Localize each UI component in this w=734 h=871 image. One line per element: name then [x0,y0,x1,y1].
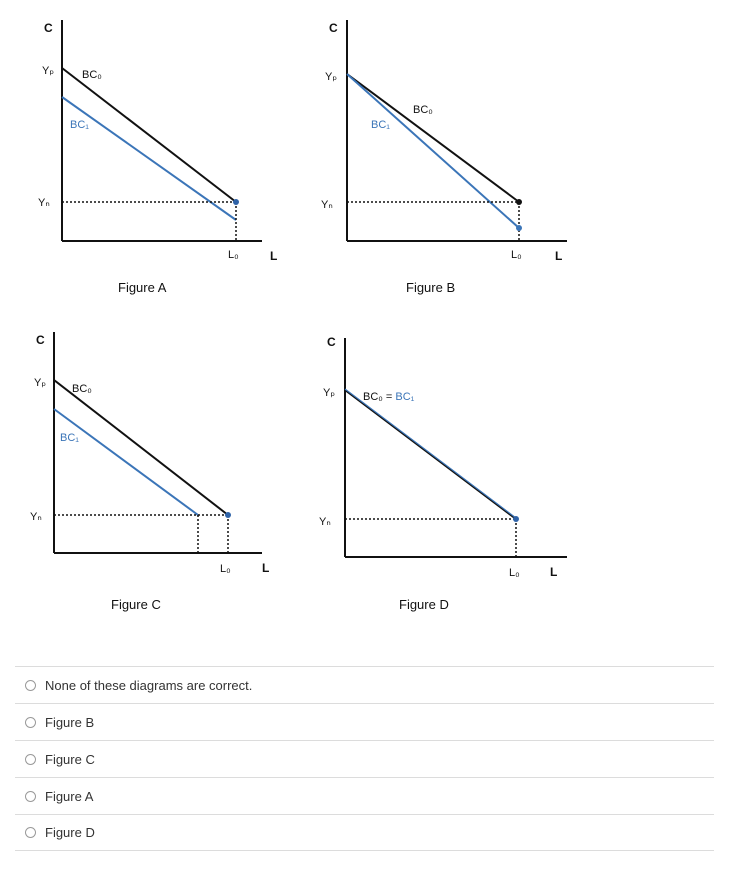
new-endowment-point [516,225,522,231]
equals-sign: = [382,391,396,403]
label-bc0: BC₀ [82,69,102,81]
figure-c-graph [30,330,290,620]
label-bc-equal [363,391,415,403]
figure-d [315,330,575,620]
bc0-line [347,74,519,202]
option-label: Figure D [45,825,95,840]
option-label: Figure C [45,751,95,767]
option-label: Figure B [45,714,95,730]
label-l0: L₀ [511,249,522,261]
label-yp: Yₚ [34,377,47,389]
label-l0: L₀ [509,567,520,579]
figure-b-title: Figure B [406,280,456,295]
figure-d-title: Figure D [399,597,449,612]
bc0-line [54,380,228,515]
label-bc0: BC₀ [363,391,383,403]
option-label: Figure A [45,788,94,804]
axis-label-c: C [329,21,338,35]
label-yn: Yₙ [321,199,333,211]
radio-button[interactable] [25,791,36,802]
bc1-line [62,97,236,220]
label-l0: L₀ [228,249,239,261]
option-figure-d[interactable] [15,814,714,851]
axis-label-l: L [262,561,270,575]
label-yp: Yₚ [325,71,338,83]
axis-label-l: L [270,249,278,263]
radio-button[interactable] [25,680,36,691]
bc0-line [345,390,516,519]
bc1-line [347,74,519,228]
label-yp: Yₚ [323,387,336,399]
label-yp: Yₚ [42,65,55,77]
label-bc1: BC₁ [60,432,79,444]
figure-c [30,330,290,620]
option-label: None of these diagrams are correct. [45,677,253,693]
endowment-point [513,516,519,522]
bc0-line [62,68,236,202]
figure-a [30,14,290,304]
axis-label-l: L [550,565,558,579]
figure-b [315,14,575,304]
label-bc0: BC₀ [72,383,92,395]
figure-b-graph [315,14,575,304]
option-none[interactable] [15,666,714,703]
radio-button[interactable] [25,827,36,838]
figure-a-graph [30,14,290,304]
label-bc0: BC₀ [413,104,433,116]
option-figure-c[interactable] [15,740,714,777]
endowment-point [233,199,239,205]
answer-options [15,666,714,851]
label-bc1: BC₁ [371,119,390,131]
bc1-line [54,409,198,515]
radio-button[interactable] [25,717,36,728]
option-figure-b[interactable] [15,703,714,740]
endowment-point [516,199,522,205]
label-yn: Yₙ [38,197,50,209]
figure-d-graph [315,330,575,620]
label-bc1: BC₁ [70,119,89,131]
axis-label-c: C [44,21,53,35]
figure-c-title: Figure C [111,597,161,612]
bc1-line [345,389,516,518]
axis-label-l: L [555,249,563,263]
axis-label-c: C [327,335,336,349]
endowment-point [225,512,231,518]
label-yn: Yₙ [30,511,42,523]
label-yn: Yₙ [319,516,331,528]
label-bc1: BC₁ [395,391,415,403]
label-l0: L₀ [220,563,231,575]
option-figure-a[interactable] [15,777,714,814]
radio-button[interactable] [25,754,36,765]
axis-label-c: C [36,333,45,347]
figure-a-title: Figure A [118,280,167,295]
